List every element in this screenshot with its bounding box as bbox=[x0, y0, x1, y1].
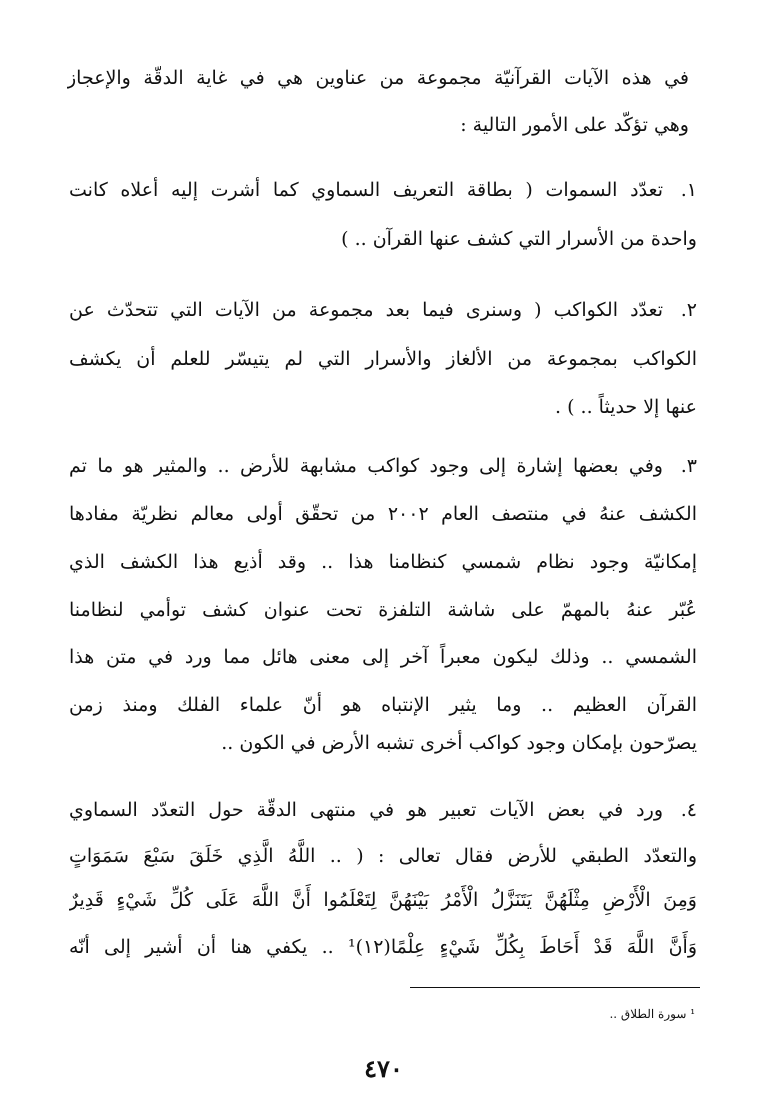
item-3-line-2: الكشف عنهُ في منتصف العام ٢٠٠٢ من تحقّق أولى معالم نظريّة مفادها bbox=[69, 503, 697, 525]
item-2-line-1: تعدّد الكواكب ( وسنرى فيما بعد مجموعة من الآيات التي تتحدّث عن bbox=[69, 299, 663, 321]
item-3-line-7: يصرّحون بإمكان وجود كواكب أخرى تشبه الأرض في الكون .. bbox=[221, 732, 697, 754]
item-1-line-1: تعدّد السموات ( بطاقة التعريف السماوي كما أشرت إليه أعلاه كانت bbox=[69, 179, 663, 201]
item-4-line-3: وَمِنَ الْأَرْضِ مِثْلَهُنَّ يَتَنَزَّلُ الْأَمْرُ بَيْنَهُنَّ لِتَعْلَمُوا أَنَّ اللَّهَ عَلَى كُلِّ شَيْءٍ قَدِيرٌ bbox=[69, 889, 697, 911]
intro-line-1: في هذه الآيات القرآنيّة مجموعة من عناوين هي في غاية الدقّة والإعجاز bbox=[67, 67, 689, 89]
item-1-number: ١. bbox=[680, 179, 697, 201]
item-3-line-4: عُبّر عنهُ بالمهمّ على شاشة التلفزة تحت عنوان كشف توأمي لنظامنا bbox=[69, 599, 697, 621]
page-number: ٤٧٠ bbox=[364, 1054, 403, 1083]
item-2-line-2: الكواكب بمجموعة من الألغاز والأسرار التي لم يتيسّر للعلم أن يكشف bbox=[69, 348, 697, 370]
item-3-line-1: وفي بعضها إشارة إلى وجود كواكب مشابهة للأرض .. والمثير هو ما تم bbox=[69, 455, 663, 477]
item-3-line-6: القرآن العظيم .. وما يثير الإنتباه هو أنّ علماء الفلك ومنذ زمن bbox=[69, 694, 697, 716]
item-3-number: ٣. bbox=[680, 455, 697, 477]
item-3-line-5: الشمسي .. وذلك ليكون معبراً آخر إلى معنى هائل مما ورد في متن هذا bbox=[69, 646, 697, 668]
intro-line-2: وهي تؤكّد على الأمور التالية : bbox=[460, 114, 689, 136]
item-2-line-3: عنها إلا حديثاً .. ) . bbox=[555, 396, 697, 418]
item-4-number: ٤. bbox=[680, 799, 697, 821]
footnote-separator bbox=[410, 987, 700, 988]
item-4-line-1: ورد في بعض الآيات تعبير هو في منتهى الدقّة حول التعدّد السماوي bbox=[69, 799, 663, 821]
item-1-line-2: واحدة من الأسرار التي كشف عنها القرآن .. ) bbox=[341, 228, 697, 250]
item-4-line-4: وَأَنَّ اللَّهَ قَدْ أَحَاطَ بِكُلِّ شَيْءٍ عِلْمًا(١٢)¹ .. يكفي هنا أن أشير إلى أنّه bbox=[69, 936, 697, 958]
item-4-line-2: والتعدّد الطبقي للأرض فقال تعالى : ( .. اللَّهُ الَّذِي خَلَقَ سَبْعَ سَمَوَاتٍ bbox=[69, 845, 697, 867]
item-2-number: ٢. bbox=[680, 299, 697, 321]
footnote: ¹ سورة الطلاق .. bbox=[609, 1007, 695, 1021]
item-3-line-3: إمكانيّة وجود نظام شمسي كنظامنا هذا .. وقد أذيع هذا الكشف الذي bbox=[69, 551, 697, 573]
